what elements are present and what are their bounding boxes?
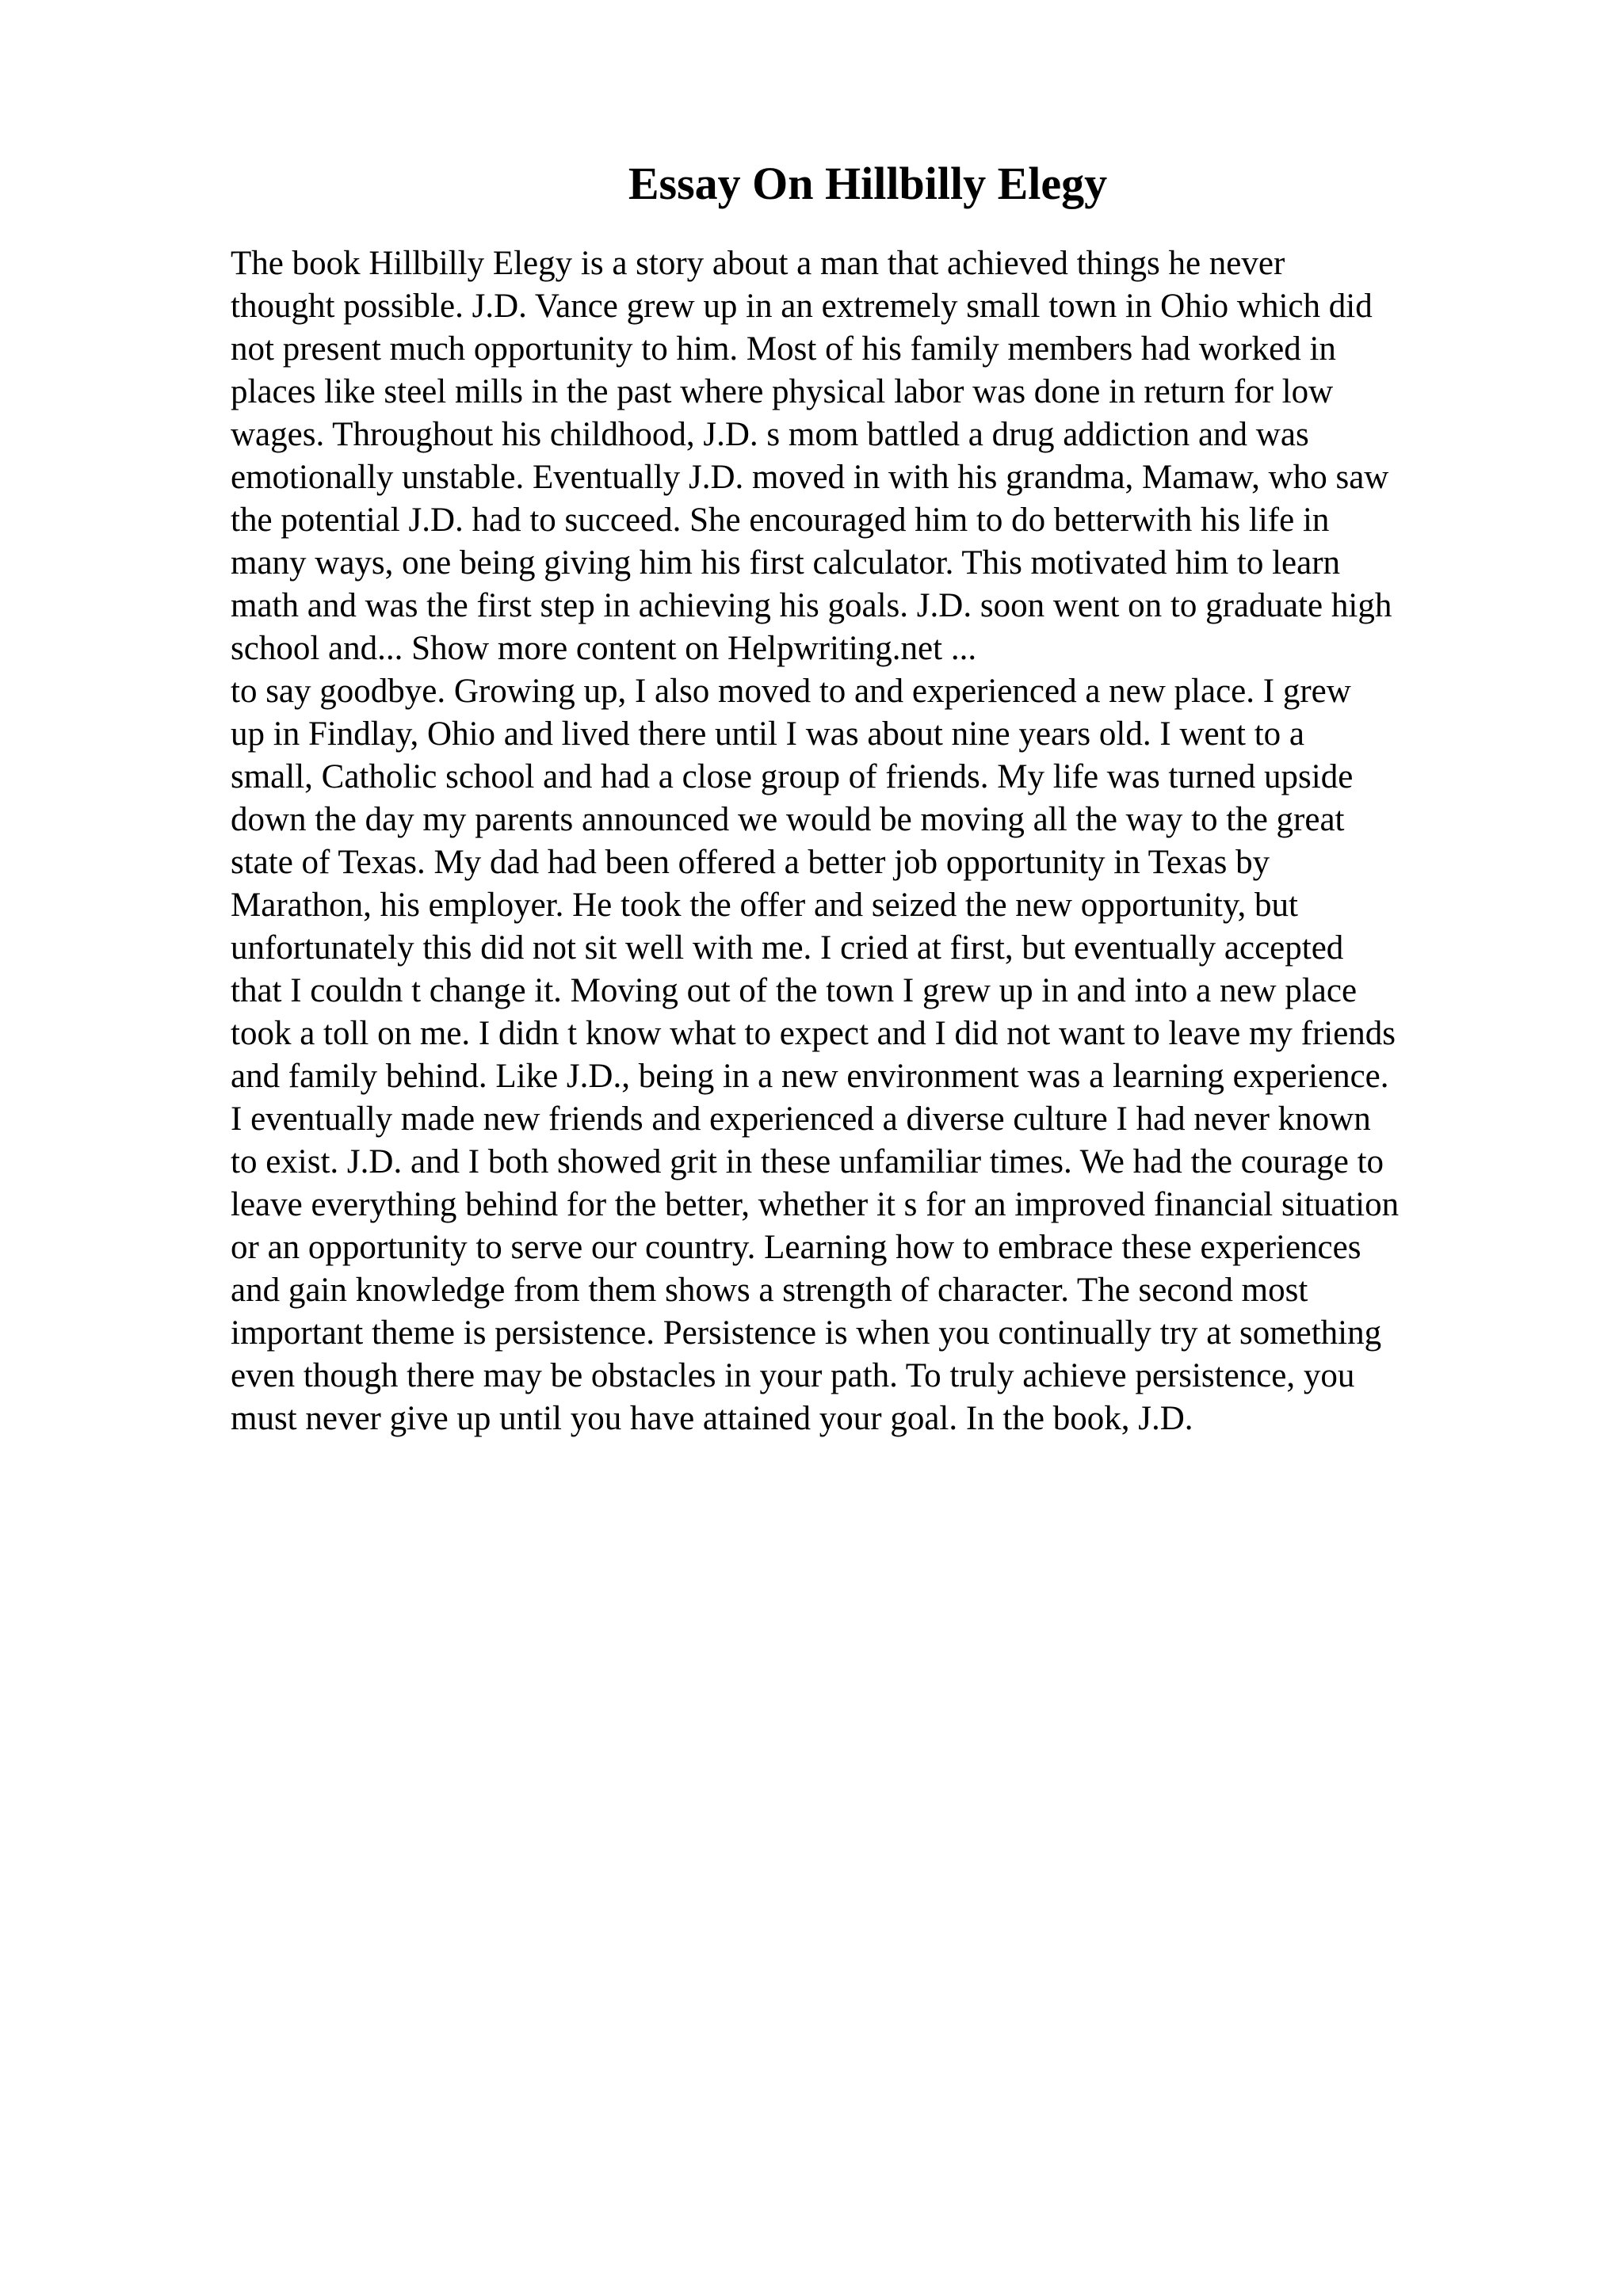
text-line: not present much opportunity to him. Most of his family members had worked in bbox=[231, 330, 1336, 368]
text-line: small, Catholic school and had a close group of friends. My life was turned upside bbox=[231, 758, 1354, 795]
text-line: even though there may be obstacles in your path. To truly achieve persistence, you bbox=[231, 1357, 1355, 1394]
text-line: emotionally unstable. Eventually J.D. moved in with his grandma, Mamaw, who saw bbox=[231, 459, 1389, 496]
text-line: unfortunately this did not sit well with me. I cried at first, but eventually accepted bbox=[231, 929, 1344, 967]
text-line: that I couldn t change it. Moving out of the town I grew up in and into a new place bbox=[231, 972, 1358, 1009]
text-line: thought possible. J.D. Vance grew up in an extremely small town in Ohio which did bbox=[231, 288, 1373, 325]
text-line: must never give up until you have attained your goal. In the book, J.D. bbox=[231, 1400, 1193, 1437]
text-line: many ways, one being giving him his first calculator. This motivated him to learn bbox=[231, 544, 1341, 582]
text-line: or an opportunity to serve our country. Learning how to embrace these experiences bbox=[231, 1229, 1361, 1266]
text-line: and gain knowledge from them shows a strength of character. The second most bbox=[231, 1272, 1308, 1309]
text-line: The book Hillbilly Elegy is a story about a man that achieved things he never bbox=[231, 245, 1285, 282]
text-line: the potential J.D. had to succeed. She encouraged him to do betterwith his life in bbox=[231, 502, 1330, 539]
essay-body bbox=[231, 242, 1514, 1440]
text-line: took a toll on me. I didn t know what to expect and I did not want to leave my friends bbox=[231, 1015, 1396, 1052]
text-line: leave everything behind for the better, whether it s for an improved financial situation bbox=[231, 1186, 1400, 1223]
document-title: Essay On Hillbilly Elegy bbox=[628, 158, 1108, 209]
text-line: places like steel mills in the past where physical labor was done in return for low bbox=[231, 373, 1334, 410]
text-line: math and was the first step in achieving his goals. J.D. soon went on to graduate high bbox=[231, 587, 1392, 624]
text-line: to exist. J.D. and I both showed grit in these unfamiliar times. We had the courage to bbox=[231, 1143, 1384, 1180]
text-line: school and... Show more content on Helpwriting.net ... bbox=[231, 630, 977, 667]
text-line: I eventually made new friends and experienced a diverse culture I had never known bbox=[231, 1100, 1371, 1138]
text-line: up in Findlay, Ohio and lived there until I was about nine years old. I went to a bbox=[231, 715, 1305, 753]
text-line: to say goodbye. Growing up, I also moved to and experienced a new place. I grew bbox=[231, 673, 1351, 710]
text-line: Marathon, his employer. He took the offer and seized the new opportunity, but bbox=[231, 887, 1299, 924]
text-line: important theme is persistence. Persistence is when you continually try at something bbox=[231, 1314, 1382, 1352]
text-line: down the day my parents announced we would be moving all the way to the great bbox=[231, 801, 1345, 838]
text-line: wages. Throughout his childhood, J.D. s mom battled a drug addiction and was bbox=[231, 416, 1309, 453]
text-line: and family behind. Like J.D., being in a new environment was a learning experience. bbox=[231, 1058, 1389, 1095]
text-line: state of Texas. My dad had been offered a better job opportunity in Texas by bbox=[231, 844, 1270, 881]
